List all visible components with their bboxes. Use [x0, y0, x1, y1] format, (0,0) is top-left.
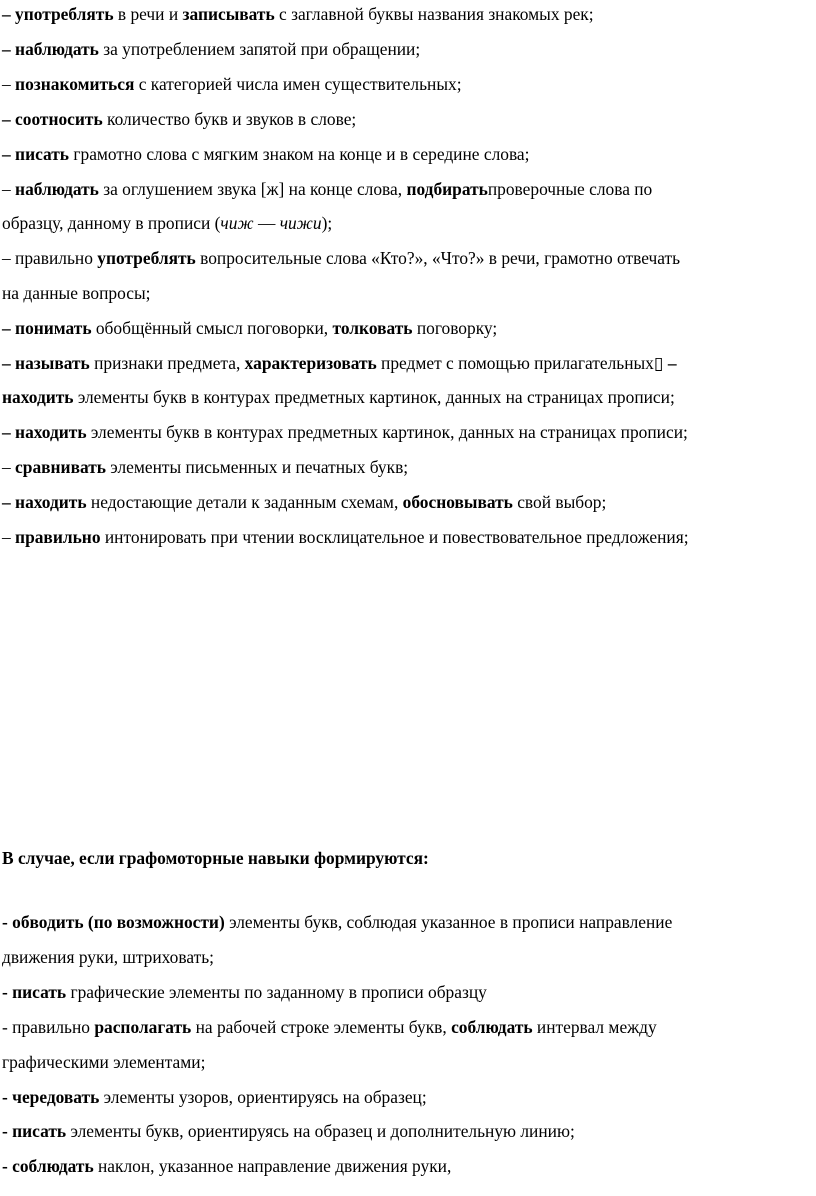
list-item	[2, 456, 408, 478]
bold-verb: толковать	[332, 318, 413, 338]
italic-text: чижи	[279, 213, 322, 233]
bold-verb: обводить (по возможности)	[12, 912, 225, 932]
bold-verb: наблюдать	[15, 39, 99, 59]
text-span: интонировать при чтении восклицательное и повествовательное предложения;	[100, 527, 689, 547]
list-item	[2, 386, 675, 408]
list-item	[2, 1120, 575, 1142]
text-span: недостающие детали к заданным схемам,	[86, 492, 403, 512]
bold-verb: характеризовать	[244, 353, 377, 373]
bold-verb: находить	[15, 492, 87, 512]
bold-verb: употреблять	[97, 248, 196, 268]
list-item	[2, 282, 150, 304]
text-span: наклон, указанное направление движения руки,	[93, 1156, 452, 1176]
bold-verb: называть	[15, 353, 90, 373]
list-dash: –	[2, 74, 16, 94]
text-span: правильно	[12, 1017, 95, 1037]
bold-verb: соблюдать	[451, 1017, 533, 1037]
text-span: в речи и	[113, 4, 183, 24]
list-item	[2, 421, 688, 443]
text-span: с заглавной буквы названия знакомых рек;	[274, 4, 594, 24]
text-span: на данные вопросы;	[2, 283, 151, 303]
list-dash: –	[2, 457, 16, 477]
list-dash: –	[2, 109, 16, 129]
list-dash: -	[2, 1087, 13, 1107]
text-span: —	[253, 213, 280, 233]
bold-verb: соотносить	[15, 109, 103, 129]
bold-verb: сравнивать	[15, 457, 106, 477]
section-heading: В случае, если графомоторные навыки формируются:	[2, 848, 429, 868]
text-span: вопросительные слова «Кто?», «Что?» в речи, грамотно отвечать	[195, 248, 681, 268]
list-dash: -	[2, 1156, 13, 1176]
text-span: элементы письменных и печатных букв;	[105, 457, 409, 477]
list-dash: –	[2, 353, 16, 373]
bold-verb: писать	[12, 1121, 67, 1141]
list-item	[2, 1051, 205, 1073]
bold-verb: находить	[2, 387, 74, 407]
list-item	[2, 981, 487, 1003]
text-span: элементы букв, соблюдая указанное в прописи направление	[224, 912, 673, 932]
text-span: проверочные слова по	[487, 179, 653, 199]
list-dash: -	[2, 1121, 13, 1141]
text-span: образцу, данному в прописи (	[2, 213, 221, 233]
list-item	[2, 1155, 451, 1177]
text-span: поговорку;	[412, 318, 498, 338]
text-span: элементы букв в контурах предметных картинок, данных на страницах прописи;	[73, 387, 675, 407]
text-span: элементы узоров, ориентируясь на образец;	[99, 1087, 427, 1107]
list-item	[2, 911, 672, 933]
text-span: ▯	[653, 353, 664, 373]
list-dash: -	[2, 912, 13, 932]
bold-verb: правильно	[15, 527, 101, 547]
list-item	[2, 212, 332, 234]
bold-verb: –	[663, 353, 677, 373]
list-dash: –	[2, 4, 16, 24]
text-span: правильно	[15, 248, 98, 268]
text-span: графические элементы по заданному в прописи образцу	[66, 982, 487, 1002]
text-span: элементы букв в контурах предметных картинок, данных на страницах прописи;	[86, 422, 688, 442]
list-item	[2, 143, 529, 165]
list-dash: –	[2, 248, 16, 268]
text-span: количество букв и звуков в слове;	[102, 109, 357, 129]
list-item	[2, 491, 606, 513]
text-span: предмет с помощью прилагательных	[376, 353, 654, 373]
text-span: грамотно слова с мягким знаком на конце и в середине слова;	[69, 144, 530, 164]
text-span: за употреблением запятой при обращении;	[98, 39, 421, 59]
text-span: );	[321, 213, 333, 233]
list-dash: -	[2, 1017, 13, 1037]
text-span: с категорией числа имен существительных;	[134, 74, 462, 94]
list-item	[2, 247, 680, 269]
bold-verb: наблюдать	[15, 179, 99, 199]
text-span: за оглушением звука [ж] на конце слова,	[98, 179, 407, 199]
list-dash: –	[2, 422, 16, 442]
list-item	[2, 946, 214, 968]
list-dash: –	[2, 318, 16, 338]
text-span: элементы букв, ориентируясь на образец и дополнительную линию;	[66, 1121, 575, 1141]
italic-text: чиж	[220, 213, 254, 233]
text-span: графическими элементами;	[2, 1052, 206, 1072]
text-span: интервал между	[532, 1017, 657, 1037]
text-span: обобщённый смысл поговорки,	[91, 318, 333, 338]
list-item	[2, 178, 652, 200]
list-item	[2, 317, 497, 339]
bold-verb: чередовать	[12, 1087, 100, 1107]
bold-verb: записывать	[182, 4, 275, 24]
list-dash: –	[2, 144, 16, 164]
bold-verb: находить	[15, 422, 87, 442]
list-item	[2, 3, 594, 25]
list-dash: –	[2, 492, 16, 512]
bold-verb: познакомиться	[15, 74, 135, 94]
text-span: на рабочей строке элементы букв,	[191, 1017, 452, 1037]
list-dash: –	[2, 527, 16, 547]
bold-verb: соблюдать	[12, 1156, 94, 1176]
list-item	[2, 108, 356, 130]
list-dash: -	[2, 982, 13, 1002]
bold-verb: понимать	[15, 318, 92, 338]
list-item	[2, 38, 420, 60]
list-item	[2, 352, 677, 374]
bold-verb: употреблять	[15, 4, 114, 24]
text-span: признаки предмета,	[89, 353, 245, 373]
text-span: свой выбор;	[512, 492, 607, 512]
bold-verb: подбирать	[406, 179, 488, 199]
list-item	[2, 526, 689, 548]
bold-verb: располагать	[94, 1017, 192, 1037]
list-dash: –	[2, 179, 16, 199]
list-item	[2, 1016, 657, 1038]
bold-verb: писать	[12, 982, 67, 1002]
text-span: движения руки, штриховать;	[2, 947, 214, 967]
list-item	[2, 73, 462, 95]
bold-verb: обосновывать	[402, 492, 513, 512]
list-dash: –	[2, 39, 16, 59]
bold-verb: писать	[15, 144, 70, 164]
list-item	[2, 1086, 427, 1108]
